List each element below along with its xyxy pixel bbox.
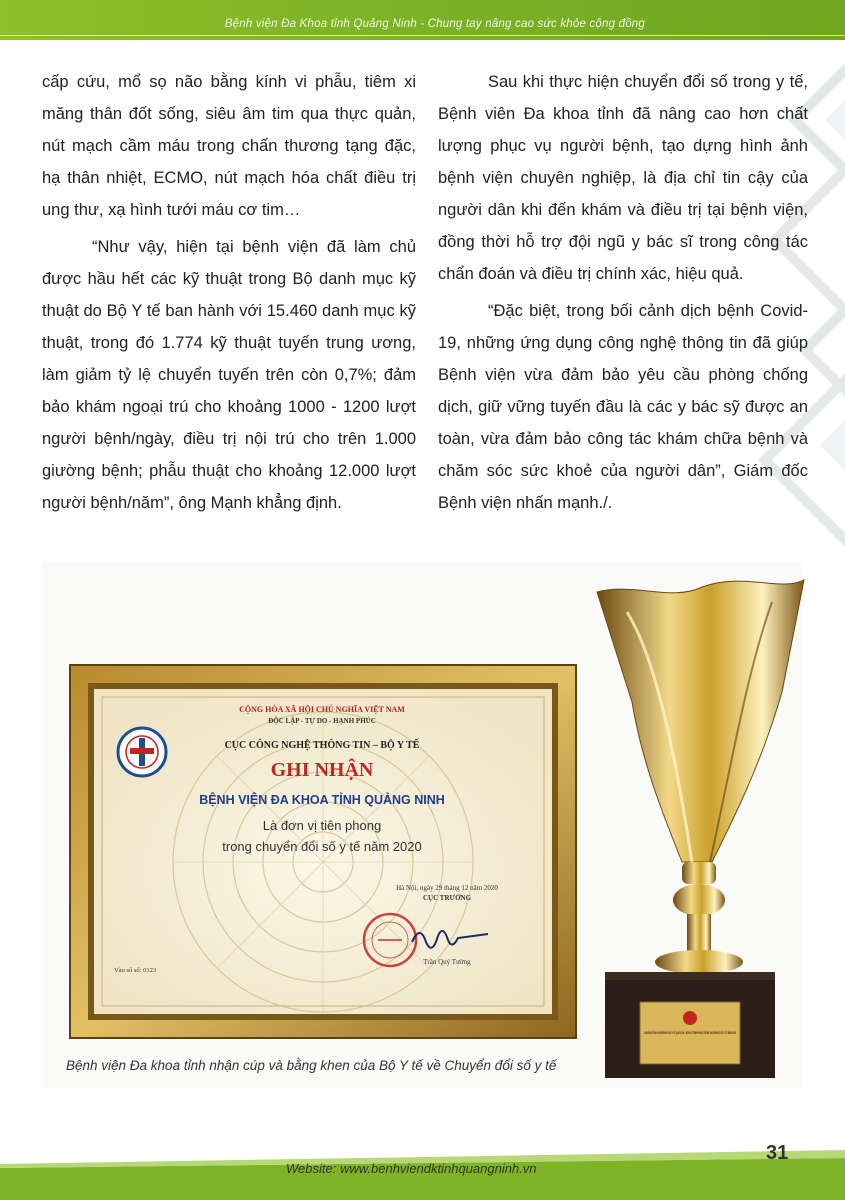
left-paragraph-1: cấp cứu, mổ sọ não bằng kính vi phẫu, tiêm xi măng thân đốt sống, siêu âm tim qua thực quản, nút mạch cầm máu trong chấn thương tạng đặc, hạ thân nhiệt, ECMO, nút mạch hóa chất điều trị ung thư, xạ hình tưới máu cơ tim… — [42, 73, 416, 219]
right-paragraph-2: “Đặc biệt, trong bối cảnh dịch bệnh Covid-19, những ứng dụng công nghệ thông tin đã giúp Bệnh viện vừa đảm bảo yêu cầu phòng chống dịch, giữ vững tuyến đầu là các y bác sỹ được an toàn, vừa đảm bảo công tác khám chữa bệnh và chăm sóc sức khoẻ của người dân”, Giám đốc Bệnh viện nhấn mạnh./. — [438, 302, 808, 512]
ministry-logo — [118, 728, 166, 776]
cert-number: Vào sổ số: 0123 — [114, 967, 157, 974]
cert-issuer: CỤC CÔNG NGHỆ THÔNG TIN – BỘ Y TẾ — [224, 740, 420, 751]
cert-recipient: BỆNH VIỆN ĐA KHOA TỈNH QUẢNG NINH — [199, 793, 445, 807]
official-stamp — [364, 914, 416, 966]
award-photo — [42, 562, 802, 1088]
cert-heading: GHI NHẬN — [270, 759, 374, 781]
cert-line2: ĐỘC LẬP - TỰ DO - HẠNH PHÚC — [268, 717, 376, 725]
right-column — [438, 66, 808, 524]
certificate — [70, 665, 576, 1038]
cert-date: Hà Nội, ngày 29 tháng 12 năm 2020 — [396, 884, 498, 892]
cert-signer: Trần Quý Tường — [423, 958, 471, 966]
left-column — [42, 66, 416, 524]
header-title: Bệnh viện Đa Khoa tỉnh Quảng Ninh - Chung tay nâng cao sức khỏe cộng đồng — [224, 18, 645, 30]
footer-website: Website: www.benhviendktinhquangninh.vn — [286, 1161, 537, 1176]
page-number: 31 — [766, 1142, 789, 1164]
cert-title: CỤC TRƯỞNG — [422, 894, 472, 902]
trophy — [597, 580, 804, 1078]
cert-desc2: trong chuyển đổi số y tế năm 2020 — [222, 839, 422, 854]
award-photo-illustration — [42, 562, 802, 1088]
cert-desc1: Là đơn vị tiên phong — [262, 818, 382, 833]
page-header — [0, 0, 845, 40]
trophy-plate-text — [644, 1030, 736, 1035]
cert-line1: CỘNG HÒA XÃ HỘI CHỦ NGHĨA VIỆT NAM — [239, 705, 405, 714]
header-rule — [0, 35, 845, 36]
right-paragraph-1: Sau khi thực hiện chuyển đổi số trong y tế, Bệnh viên Đa khoa tỉnh đã nâng cao hơn chất lượng phục vụ người bệnh, tạo dựng hình ảnh bệnh viện chuyên nghiệp, là địa chỉ tin cậy của người dân khi đến khám và điều trị tại bệnh viện, đồng thời hỗ trợ đội ngũ y bác sĩ trong công tác chẩn đoán và điều trị chính xác, hiệu quả. — [438, 73, 808, 283]
photo-caption: Bệnh viện Đa khoa tỉnh nhận cúp và bằng khen của Bộ Y tế về Chuyển đổi số y tế — [66, 1058, 557, 1073]
left-paragraph-2: “Như vậy, hiện tại bệnh viện đã làm chủ được hầu hết các kỹ thuật trong Bộ danh mục kỹ thuật do Bộ Y tế ban hành với 15.460 danh mục kỹ thuật, trong đó 1.774 kỹ thuật tuyến trung ương, làm giảm tỷ lệ chuyển tuyến trên còn 0,7%; đảm bảo khám ngoại trú cho khoảng 1000 - 1200 lượt người bệnh/ngày, điều trị nội trú cho trên 1.000 giường bệnh; phẫu thuật cho khoảng 12.000 lượt người bệnh/năm”, ông Mạnh khẳng định. — [42, 238, 416, 512]
